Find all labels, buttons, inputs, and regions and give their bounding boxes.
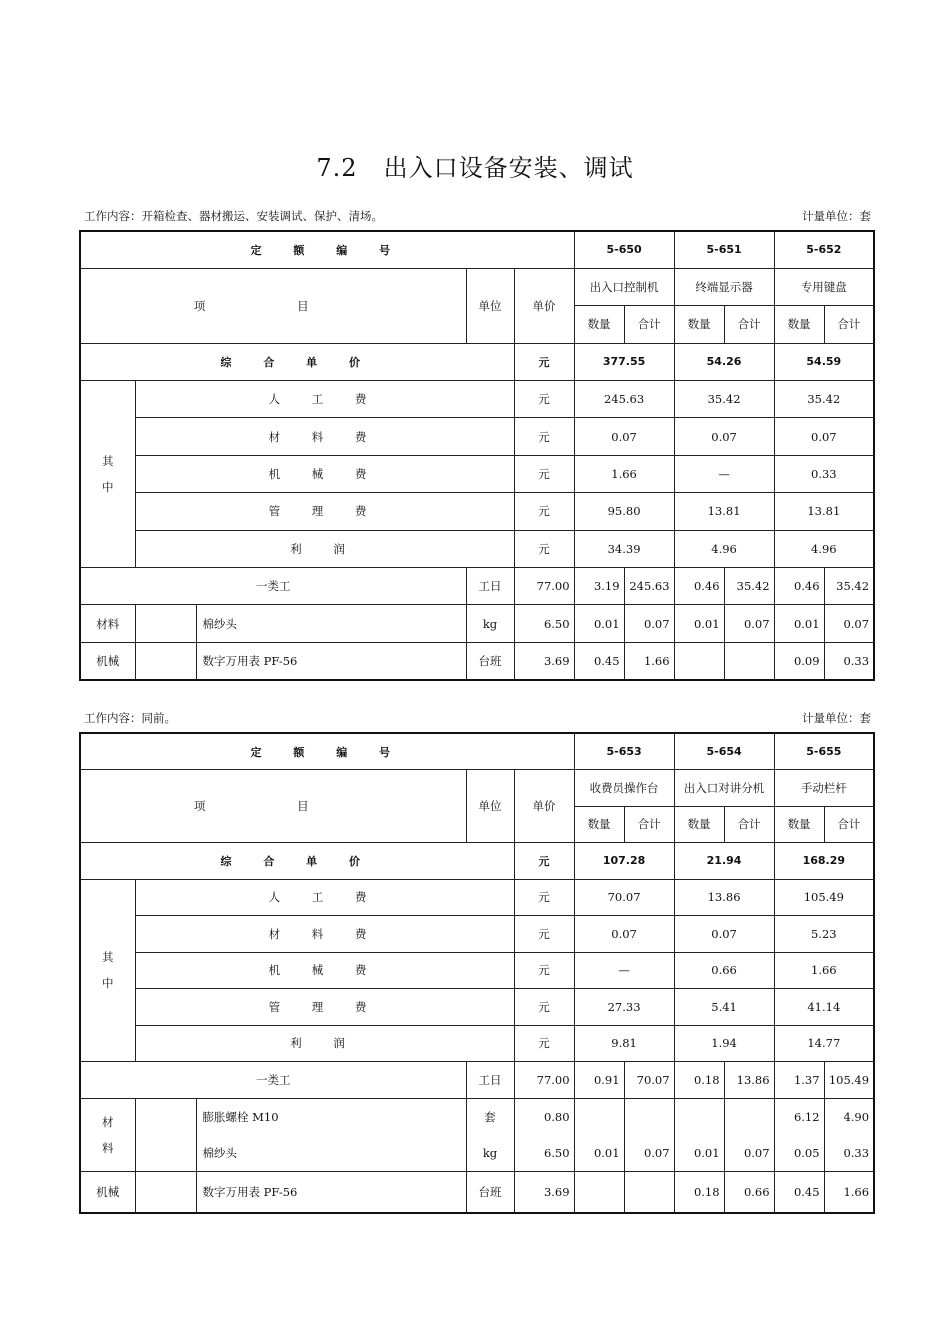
labor-cell: 245.63 bbox=[624, 568, 674, 605]
labor-cell: 70.07 bbox=[624, 1062, 674, 1099]
material-cell: 6.12 bbox=[774, 1098, 824, 1135]
breakdown-value: 34.39 bbox=[574, 530, 674, 567]
composite-price-value: 107.28 bbox=[574, 843, 674, 880]
material-unit: kg bbox=[466, 1135, 514, 1172]
table-row bbox=[80, 952, 874, 989]
material-cell bbox=[674, 1098, 724, 1135]
breakdown-value: 41.14 bbox=[774, 989, 874, 1026]
breakdown-value: 105.49 bbox=[774, 879, 874, 916]
composite-price-value: 21.94 bbox=[674, 843, 774, 880]
breakdown-label: 利 润 bbox=[135, 530, 514, 567]
machine-code bbox=[135, 642, 196, 679]
table-row bbox=[80, 568, 874, 605]
labor-cell: 0.46 bbox=[774, 568, 824, 605]
breakdown-unit: 元 bbox=[514, 381, 574, 418]
breakdown-value: 27.33 bbox=[574, 989, 674, 1026]
breakdown-value: 35.42 bbox=[774, 381, 874, 418]
quantity-header: 数量 bbox=[574, 306, 624, 343]
breakdown-label: 人 工 费 bbox=[135, 879, 514, 916]
material-unit: 套 bbox=[466, 1098, 514, 1135]
machine-cell: 0.45 bbox=[574, 642, 624, 679]
material-name: 棉纱头 bbox=[196, 1135, 466, 1172]
work-content: 工作内容：开箱检查、器材搬运、安装调试、保护、清场。 bbox=[84, 209, 383, 223]
breakdown-value: 9.81 bbox=[574, 1025, 674, 1062]
machine-cell: 0.09 bbox=[774, 642, 824, 679]
labor-unit: 工日 bbox=[466, 568, 514, 605]
breakdown-group-label: 其中 bbox=[80, 879, 135, 1062]
machine-cell bbox=[624, 1171, 674, 1213]
quantity-header: 数量 bbox=[674, 306, 724, 343]
material-cell bbox=[724, 1098, 774, 1135]
breakdown-value: 0.07 bbox=[774, 418, 874, 455]
table-row bbox=[80, 1098, 874, 1135]
quota-number-label: 定 额 编 号 bbox=[80, 733, 574, 770]
material-cell: 0.01 bbox=[774, 605, 824, 642]
breakdown-label: 利 润 bbox=[135, 1025, 514, 1062]
composite-unit: 元 bbox=[514, 343, 574, 380]
machine-cell bbox=[724, 642, 774, 679]
breakdown-unit: 元 bbox=[514, 916, 574, 953]
material-cell: 0.05 bbox=[774, 1135, 824, 1172]
quota-code: 5-654 bbox=[674, 733, 774, 770]
breakdown-unit: 元 bbox=[514, 1025, 574, 1062]
machine-group-label: 机械 bbox=[80, 1171, 135, 1213]
table-row bbox=[80, 879, 874, 916]
machine-cell bbox=[674, 642, 724, 679]
table-row bbox=[80, 1171, 874, 1213]
breakdown-value: 95.80 bbox=[574, 493, 674, 530]
composite-price-value: 54.59 bbox=[774, 343, 874, 380]
item-name: 出入口控制机 bbox=[574, 268, 674, 305]
breakdown-value: 14.77 bbox=[774, 1025, 874, 1062]
item-label: 项 目 bbox=[80, 268, 466, 343]
labor-price: 77.00 bbox=[514, 568, 574, 605]
table-row bbox=[80, 418, 874, 455]
material-cell: 4.90 bbox=[824, 1098, 874, 1135]
breakdown-value: 0.07 bbox=[574, 418, 674, 455]
quantity-header: 数量 bbox=[774, 306, 824, 343]
material-cell: 0.07 bbox=[724, 1135, 774, 1172]
breakdown-value: 5.41 bbox=[674, 989, 774, 1026]
table-row bbox=[80, 455, 874, 492]
breakdown-value: 13.86 bbox=[674, 879, 774, 916]
table-row bbox=[80, 733, 874, 770]
labor-label: 一类工 bbox=[80, 568, 466, 605]
total-header: 合计 bbox=[824, 806, 874, 843]
breakdown-value: 4.96 bbox=[774, 530, 874, 567]
quota-code: 5-653 bbox=[574, 733, 674, 770]
labor-cell: 0.18 bbox=[674, 1062, 724, 1099]
machine-cell bbox=[574, 1171, 624, 1213]
material-unit: kg bbox=[466, 605, 514, 642]
material-name: 棉纱头 bbox=[196, 605, 466, 642]
breakdown-value: — bbox=[574, 952, 674, 989]
work-content: 工作内容：同前。 bbox=[84, 711, 176, 725]
table-row bbox=[80, 530, 874, 567]
breakdown-label: 材 料 费 bbox=[135, 418, 514, 455]
machine-unit: 台班 bbox=[466, 1171, 514, 1213]
table-row bbox=[80, 642, 874, 679]
table-row bbox=[80, 605, 874, 642]
breakdown-label: 机 械 费 bbox=[135, 952, 514, 989]
quota-table bbox=[79, 732, 875, 1214]
material-cell bbox=[574, 1098, 624, 1135]
quota-table bbox=[79, 230, 875, 681]
machine-cell: 1.66 bbox=[824, 1171, 874, 1213]
labor-cell: 0.46 bbox=[674, 568, 724, 605]
breakdown-unit: 元 bbox=[514, 530, 574, 567]
breakdown-label: 管 理 费 bbox=[135, 989, 514, 1026]
breakdown-value: 4.96 bbox=[674, 530, 774, 567]
material-cell: 0.07 bbox=[624, 605, 674, 642]
material-price: 6.50 bbox=[514, 605, 574, 642]
machine-cell: 0.66 bbox=[724, 1171, 774, 1213]
material-name: 膨胀螺栓 M10 bbox=[196, 1098, 466, 1135]
table-row bbox=[80, 989, 874, 1026]
total-header: 合计 bbox=[624, 806, 674, 843]
breakdown-value: 1.94 bbox=[674, 1025, 774, 1062]
machine-code bbox=[135, 1171, 196, 1213]
section-title bbox=[0, 148, 950, 183]
section-title-text: 出入口设备安装、调试 bbox=[383, 154, 634, 182]
table-row bbox=[80, 231, 874, 268]
price-column-label: 单价 bbox=[514, 770, 574, 843]
breakdown-group-label: 其中 bbox=[80, 381, 135, 568]
breakdown-unit: 元 bbox=[514, 952, 574, 989]
quota-number-label: 定 额 编 号 bbox=[80, 231, 574, 268]
machine-price: 3.69 bbox=[514, 642, 574, 679]
item-name: 终端显示器 bbox=[674, 268, 774, 305]
material-price: 0.80 bbox=[514, 1098, 574, 1135]
machine-cell: 1.66 bbox=[624, 642, 674, 679]
material-group-label: 材料 bbox=[80, 605, 135, 642]
quantity-header: 数量 bbox=[674, 806, 724, 843]
quota-code: 5-652 bbox=[774, 231, 874, 268]
labor-cell: 35.42 bbox=[724, 568, 774, 605]
table-row bbox=[80, 1025, 874, 1062]
table-row bbox=[80, 843, 874, 880]
table-row bbox=[80, 493, 874, 530]
material-cell bbox=[624, 1098, 674, 1135]
machine-cell: 0.33 bbox=[824, 642, 874, 679]
material-price: 6.50 bbox=[514, 1135, 574, 1172]
material-cell: 0.07 bbox=[624, 1135, 674, 1172]
table-row bbox=[80, 770, 874, 807]
composite-price-label: 综 合 单 价 bbox=[80, 343, 514, 380]
material-cell: 0.33 bbox=[824, 1135, 874, 1172]
table-row bbox=[80, 916, 874, 953]
breakdown-unit: 元 bbox=[514, 493, 574, 530]
breakdown-label: 管 理 费 bbox=[135, 493, 514, 530]
material-group-label: 材料 bbox=[80, 1098, 135, 1171]
table-row bbox=[80, 343, 874, 380]
breakdown-value: 70.07 bbox=[574, 879, 674, 916]
machine-price: 3.69 bbox=[514, 1171, 574, 1213]
machine-name: 数字万用表 PF-56 bbox=[196, 642, 466, 679]
quota-code: 5-651 bbox=[674, 231, 774, 268]
measure-unit: 计量单位：套 bbox=[802, 209, 871, 223]
unit-column-label: 单位 bbox=[466, 770, 514, 843]
labor-unit: 工日 bbox=[466, 1062, 514, 1099]
labor-price: 77.00 bbox=[514, 1062, 574, 1099]
total-header: 合计 bbox=[624, 306, 674, 343]
composite-unit: 元 bbox=[514, 843, 574, 880]
machine-name: 数字万用表 PF-56 bbox=[196, 1171, 466, 1213]
price-column-label: 单价 bbox=[514, 268, 574, 343]
composite-price-value: 168.29 bbox=[774, 843, 874, 880]
breakdown-value: 0.07 bbox=[674, 418, 774, 455]
measure-unit: 计量单位：套 bbox=[802, 711, 871, 725]
composite-price-label: 综 合 单 价 bbox=[80, 843, 514, 880]
total-header: 合计 bbox=[824, 306, 874, 343]
quantity-header: 数量 bbox=[774, 806, 824, 843]
labor-cell: 105.49 bbox=[824, 1062, 874, 1099]
breakdown-value: 1.66 bbox=[774, 952, 874, 989]
material-cell: 0.01 bbox=[574, 1135, 624, 1172]
breakdown-value: 0.33 bbox=[774, 455, 874, 492]
item-name: 手动栏杆 bbox=[774, 770, 874, 807]
composite-price-value: 377.55 bbox=[574, 343, 674, 380]
breakdown-value: 0.07 bbox=[674, 916, 774, 953]
labor-cell: 0.91 bbox=[574, 1062, 624, 1099]
breakdown-label: 材 料 费 bbox=[135, 916, 514, 953]
item-name: 出入口对讲分机 bbox=[674, 770, 774, 807]
material-cell: 0.01 bbox=[574, 605, 624, 642]
composite-price-value: 54.26 bbox=[674, 343, 774, 380]
breakdown-unit: 元 bbox=[514, 989, 574, 1026]
table-row bbox=[80, 1135, 874, 1172]
labor-cell: 35.42 bbox=[824, 568, 874, 605]
item-name: 收费员操作台 bbox=[574, 770, 674, 807]
item-name: 专用键盘 bbox=[774, 268, 874, 305]
quota-code: 5-650 bbox=[574, 231, 674, 268]
machine-group-label: 机械 bbox=[80, 642, 135, 679]
table-row bbox=[80, 1062, 874, 1099]
unit-column-label: 单位 bbox=[466, 268, 514, 343]
material-cell: 0.01 bbox=[674, 605, 724, 642]
material-cell: 0.07 bbox=[824, 605, 874, 642]
breakdown-unit: 元 bbox=[514, 455, 574, 492]
material-cell: 0.01 bbox=[674, 1135, 724, 1172]
machine-unit: 台班 bbox=[466, 642, 514, 679]
breakdown-value: 13.81 bbox=[774, 493, 874, 530]
machine-cell: 0.45 bbox=[774, 1171, 824, 1213]
quantity-header: 数量 bbox=[574, 806, 624, 843]
table-row bbox=[80, 381, 874, 418]
machine-cell: 0.18 bbox=[674, 1171, 724, 1213]
item-label: 项 目 bbox=[80, 770, 466, 843]
section-number: 7.2 bbox=[316, 154, 358, 182]
breakdown-label: 机 械 费 bbox=[135, 455, 514, 492]
material-code bbox=[135, 1098, 196, 1171]
total-header: 合计 bbox=[724, 806, 774, 843]
material-code bbox=[135, 605, 196, 642]
labor-cell: 13.86 bbox=[724, 1062, 774, 1099]
breakdown-unit: 元 bbox=[514, 418, 574, 455]
quota-code: 5-655 bbox=[774, 733, 874, 770]
labor-label: 一类工 bbox=[80, 1062, 466, 1099]
table-row bbox=[80, 268, 874, 305]
material-cell: 0.07 bbox=[724, 605, 774, 642]
breakdown-label: 人 工 费 bbox=[135, 381, 514, 418]
breakdown-value: 1.66 bbox=[574, 455, 674, 492]
breakdown-value: — bbox=[674, 455, 774, 492]
breakdown-value: 245.63 bbox=[574, 381, 674, 418]
breakdown-value: 0.07 bbox=[574, 916, 674, 953]
total-header: 合计 bbox=[724, 306, 774, 343]
breakdown-unit: 元 bbox=[514, 879, 574, 916]
labor-cell: 1.37 bbox=[774, 1062, 824, 1099]
labor-cell: 3.19 bbox=[574, 568, 624, 605]
breakdown-value: 35.42 bbox=[674, 381, 774, 418]
breakdown-value: 0.66 bbox=[674, 952, 774, 989]
breakdown-value: 13.81 bbox=[674, 493, 774, 530]
breakdown-value: 5.23 bbox=[774, 916, 874, 953]
